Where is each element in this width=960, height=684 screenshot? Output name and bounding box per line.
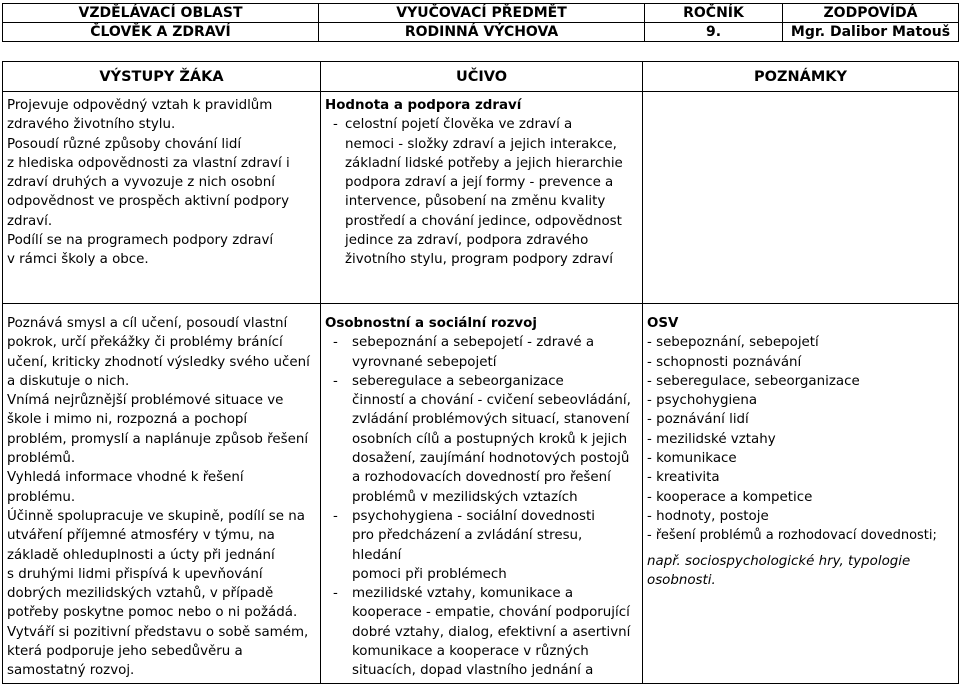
text-line: z hlediska odpovědnosti za vlastní zdraví i [7,155,290,171]
text-line: mezilidské vztahy, komunikace a [352,586,574,602]
text-line: potřeby poskytne pomoc nebo o ni požádá. [7,605,298,621]
text-line: škole i mimo ni, rozpozná a pochopí [7,412,248,428]
list-item [325,507,638,526]
outputs-column-header: VÝSTUPY ŽÁKA [3,62,321,92]
text-line: - seberegulace, sebeorganizace [647,373,860,389]
text-line: - hodnoty, postoje [647,508,769,524]
text-line: s druhými lidmi přispívá k upevňování [7,566,263,582]
text-line: životního stylu, program podpory zdraví [345,252,614,268]
text-line: dosažení, zaujímání hodnotových postojů [352,451,630,467]
area-value: ČLOVĚK A ZDRAVÍ [3,23,319,42]
text-line: - řešení problémů a rozhodovací dovednosti; [647,528,937,544]
text-line: - poznávání lidí [647,412,749,428]
text-line: Posoudí různé způsoby chování lidí [7,136,242,152]
text-line: problému. [7,489,76,505]
list-item [325,333,638,352]
text-line: seberegulace a sebeorganizace [352,373,564,389]
subject-label: VYUČOVACÍ PŘEDMĚT [319,4,645,23]
text-line: která podporuje jeho sebedůvěru a [7,644,243,660]
outputs-cell [3,304,321,684]
header-table [2,3,959,42]
text-line: - kooperace a kompetice [647,489,813,505]
curriculum-heading: Hodnota a podpora zdraví [325,98,522,113]
text-line: sebepoznání a sebepojetí - zdravé a [352,335,595,351]
text-line: - psychohygiena [647,393,758,409]
text-line: - sebepoznání, sebepojetí [647,335,819,351]
curriculum-table [2,61,959,684]
text-line: Vnímá nejrůznější problémové situace ve [7,393,284,409]
text-line: nemoci - složky zdraví a jejich interakce, [345,136,617,152]
outputs-cell [3,92,321,304]
text-line: - schopnosti poznávání [647,354,802,370]
text-line: podpora zdraví a její formy - prevence a [345,175,614,191]
text-line: Účinně spolupracuje ve skupině, podílí se na [7,508,305,524]
text-line: kooperace - empatie, chování podporující [352,605,630,621]
text-line: pomoci při problémech [352,566,507,582]
text-line: osobnosti. [647,572,716,588]
list-item [325,372,638,391]
responsible-value: Mgr. Dalibor Matouš [783,23,959,42]
text-line: problémů v mezilidských vztazích [352,489,578,505]
text-line: - kreativita [647,470,720,486]
text-line: Vytváří si pozitivní představu o sobě samém, [7,624,309,640]
text-line: prostředí a chování jedince, odpovědnost [345,213,622,229]
text-line: základě ohleduplnosti a úcty při jednání [7,547,275,563]
text-line: zvládání problémových situací, stanovení [352,412,630,428]
text-line: učení, kriticky zhodnotí výsledky svého učení [7,354,310,370]
text-line: psychohygiena - sociální dovednosti [352,508,595,524]
text-line: dobré vztahy, dialog, efektivní a asertivní [352,624,631,640]
dash-bullet: - [333,373,338,389]
area-label: VZDĚLÁVACÍ OBLAST [3,4,319,23]
text-line: základní lidské potřeby a jejich hierarchie [345,155,623,171]
text-line: samostatný rozvoj. [7,663,135,679]
text-line: pokrok, určí překážky či problémy bránící [7,335,283,351]
text-line: problém, promyslí a naplánuje způsob řešení [7,431,309,447]
dash-bullet: - [333,117,338,133]
text-line: osobních cílů a postupných kroků k jejich [352,431,628,447]
dash-bullet: - [333,335,338,351]
text-line: jedince za zdraví, podpora zdravého [345,233,589,249]
text-line: - mezilidské vztahy [647,431,776,447]
table-row [3,304,959,684]
text-line: - komunikace [647,451,737,467]
text-line: problémů. [7,451,76,467]
list-item [325,115,638,134]
notes-cell [643,304,959,684]
text-line: dobrých mezilidských vztahů, v případě [7,586,274,602]
header-labels-row [3,4,959,23]
notes-cell [643,92,959,304]
text-line: utváření příjemné atmosféry v týmu, na [7,528,275,544]
text-line: intervence, působení na změnu kvality [345,194,606,210]
text-line: hledání [352,547,402,563]
text-line: zdravého životního stylu. [7,117,176,133]
text-line: situacích, dopad vlastního jednání a [352,663,594,679]
table-row [3,92,959,304]
text-line: odpovědnost ve prospěch aktivní podpory [7,194,289,210]
dash-bullet: - [333,508,338,524]
responsible-label: ZODPOVÍDÁ [783,4,959,23]
text-line: zdraví druhých a vyvozuje z nich osobní [7,175,275,191]
text-line: např. sociospychologické hry, typologie [647,553,911,569]
text-line: Poznává smysl a cíl učení, posoudí vlastní [7,316,288,331]
grade-label: ROČNÍK [645,4,783,23]
text-line: a diskutuje o nich. [7,373,130,389]
text-line: vyrovnané sebepojetí [352,354,497,370]
text-line: Podílí se na programech podpory zdraví [7,233,274,249]
header-values-row [3,23,959,42]
dash-bullet: - [333,586,338,602]
text-line: celostní pojetí člověka ve zdraví a [345,117,573,133]
subject-value: RODINNÁ VÝCHOVA [319,23,645,42]
list-item [325,584,638,603]
curriculum-column-header: UČIVO [321,62,643,92]
curriculum-heading: Osobnostní a sociální rozvoj [325,316,537,331]
text-line: Projevuje odpovědný vztah k pravidlům [7,98,273,113]
text-line: a rozhodovacích dovedností pro řešení [352,470,611,486]
text-line: v rámci školy a obce. [7,252,149,268]
text-line: Vyhledá informace vhodné k řešení [7,470,244,486]
text-line: pro předcházení a zvládání stresu, [352,528,583,544]
curriculum-cell [321,304,643,684]
curriculum-cell [321,92,643,304]
text-line: komunikace a kooperace v různých [352,644,589,660]
notes-heading: OSV [647,316,679,331]
text-line: činností a chování - cvičení sebeovládání, [352,393,631,409]
grade-value: 9. [645,23,783,42]
text-line: zdraví. [7,213,53,229]
column-header-row [3,62,959,92]
notes-column-header: POZNÁMKY [643,62,959,92]
